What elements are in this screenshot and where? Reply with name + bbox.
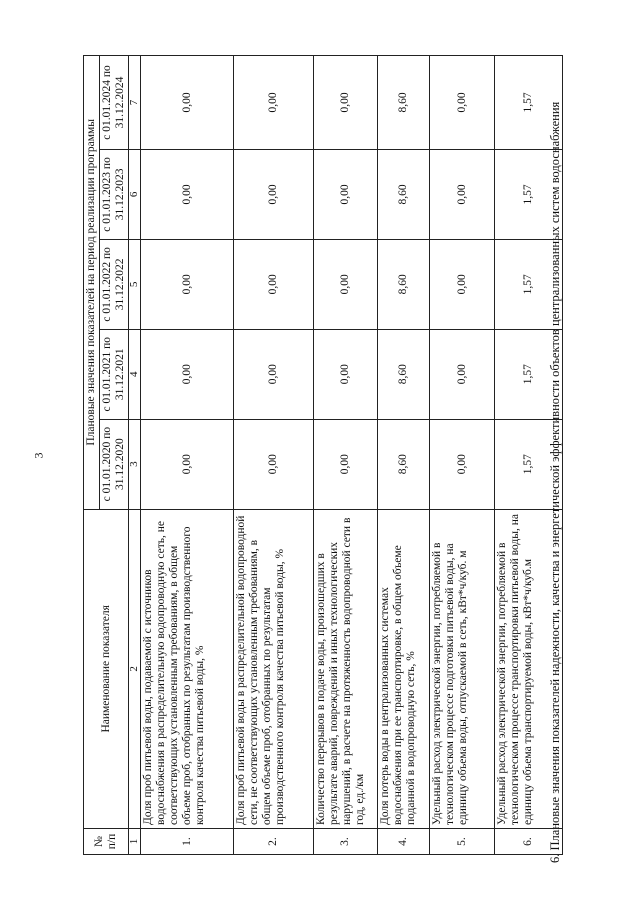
value-cell: 0,00: [234, 149, 314, 239]
header-no: № п/п: [84, 829, 129, 855]
row-number: 4.: [378, 829, 430, 855]
value-cell: 0,00: [234, 56, 314, 150]
value-cell: 0,00: [314, 149, 378, 239]
value-cell: 0,00: [234, 329, 314, 419]
header-period-2022: с 01.01.2022 по 31.12.2022: [100, 239, 129, 329]
table-row: [378, 56, 430, 855]
table-row: [314, 56, 378, 855]
header-period-2023: с 01.01.2023 по 31.12.2023: [100, 149, 129, 239]
value-cell: 0,00: [141, 149, 234, 239]
page-number: 3: [31, 452, 46, 459]
value-cell: 0,00: [430, 329, 495, 419]
value-cell: 8,60: [378, 149, 430, 239]
indicator-name: Количество перерывов в подаче воды, произошедших в результате аварий, повреждений и иных технологических нарушений, в расчете на протяженность водопроводной сети в год, ед./км: [314, 509, 378, 828]
indicator-name: Удельный расход электрической энергии, потребляемой в технологическом процессе транспортировки питьевой воды, на единицу объема транспортируемой воды, кВт*ч/куб.м: [495, 509, 563, 828]
value-cell: 0,00: [314, 419, 378, 509]
value-cell: 1,57: [495, 56, 563, 150]
value-cell: 0,00: [141, 56, 234, 150]
column-index: 2: [129, 509, 141, 828]
column-index: 1: [129, 829, 141, 855]
value-cell: 0,00: [430, 149, 495, 239]
value-cell: 1,57: [495, 419, 563, 509]
header-period-2024: с 01.01.2024 по 31.12.2024: [100, 56, 129, 150]
row-number: 2.: [234, 829, 314, 855]
value-cell: 0,00: [314, 239, 378, 329]
value-cell: 8,60: [378, 239, 430, 329]
value-cell: 0,00: [234, 239, 314, 329]
value-cell: 0,00: [141, 329, 234, 419]
table-row: [495, 56, 563, 855]
column-index: 7: [129, 56, 141, 150]
value-cell: 1,57: [495, 239, 563, 329]
row-number: 1.: [141, 829, 234, 855]
header-plan: Плановые значения показателей на период реализации программы: [84, 56, 100, 510]
value-cell: 0,00: [141, 419, 234, 509]
column-index: 5: [129, 239, 141, 329]
section-heading: 6. Плановые значения показателей надежности, качества и энергетической эффективности объектов централизованных систем водоснабжения: [548, 101, 562, 863]
indicator-name: Доля проб питьевой воды, подаваемой с источников водоснабжения в распределительную водопроводную сеть, не соответствующих установленным требованиям, в общем объеме проб, отобранных по результатам производственного контроля качества питьевой воды, %: [141, 509, 234, 828]
value-cell: 0,00: [234, 419, 314, 509]
table-row: [234, 56, 314, 855]
value-cell: 0,00: [430, 419, 495, 509]
indicator-name: Удельный расход электрической энергии, потребляемой в технологическом процессе подготовки питьевой воды, на единицу объема воды, отпускаемой в сеть, кВт*ч/куб. м: [430, 509, 495, 828]
value-cell: 1,57: [495, 149, 563, 239]
value-cell: 8,60: [378, 329, 430, 419]
row-number: 5.: [430, 829, 495, 855]
value-cell: 0,00: [314, 329, 378, 419]
header-name: Наименование показателя: [84, 509, 129, 828]
indicators-table: [83, 55, 563, 855]
value-cell: 8,60: [378, 56, 430, 150]
value-cell: 0,00: [430, 239, 495, 329]
indicator-name: Доля проб питьевой воды в распределительной водопроводной сети, не соответствующих установленным требованиям, в общем объеме проб, отобранных по результатам производственного контроля качества питьевой воды, %: [234, 509, 314, 828]
value-cell: 0,00: [314, 56, 378, 150]
value-cell: 8,60: [378, 419, 430, 509]
value-cell: 0,00: [141, 239, 234, 329]
table-row: [141, 56, 234, 855]
header-period-2021: с 01.01.2021 по 31.12.2021: [100, 329, 129, 419]
column-index: 3: [129, 419, 141, 509]
header-period-2020: с 01.01.2020 по 31.12.2020: [100, 419, 129, 509]
indicator-name: Доля потерь воды в централизованных системах водоснабжения при ее транспортировке, в общем объеме поданной в водопроводную сеть, %: [378, 509, 430, 828]
value-cell: 1,57: [495, 329, 563, 419]
column-index: 4: [129, 329, 141, 419]
row-number: 3.: [314, 829, 378, 855]
table-row: [430, 56, 495, 855]
row-number: 6.: [495, 829, 563, 855]
column-index: 6: [129, 149, 141, 239]
value-cell: 0,00: [430, 56, 495, 150]
